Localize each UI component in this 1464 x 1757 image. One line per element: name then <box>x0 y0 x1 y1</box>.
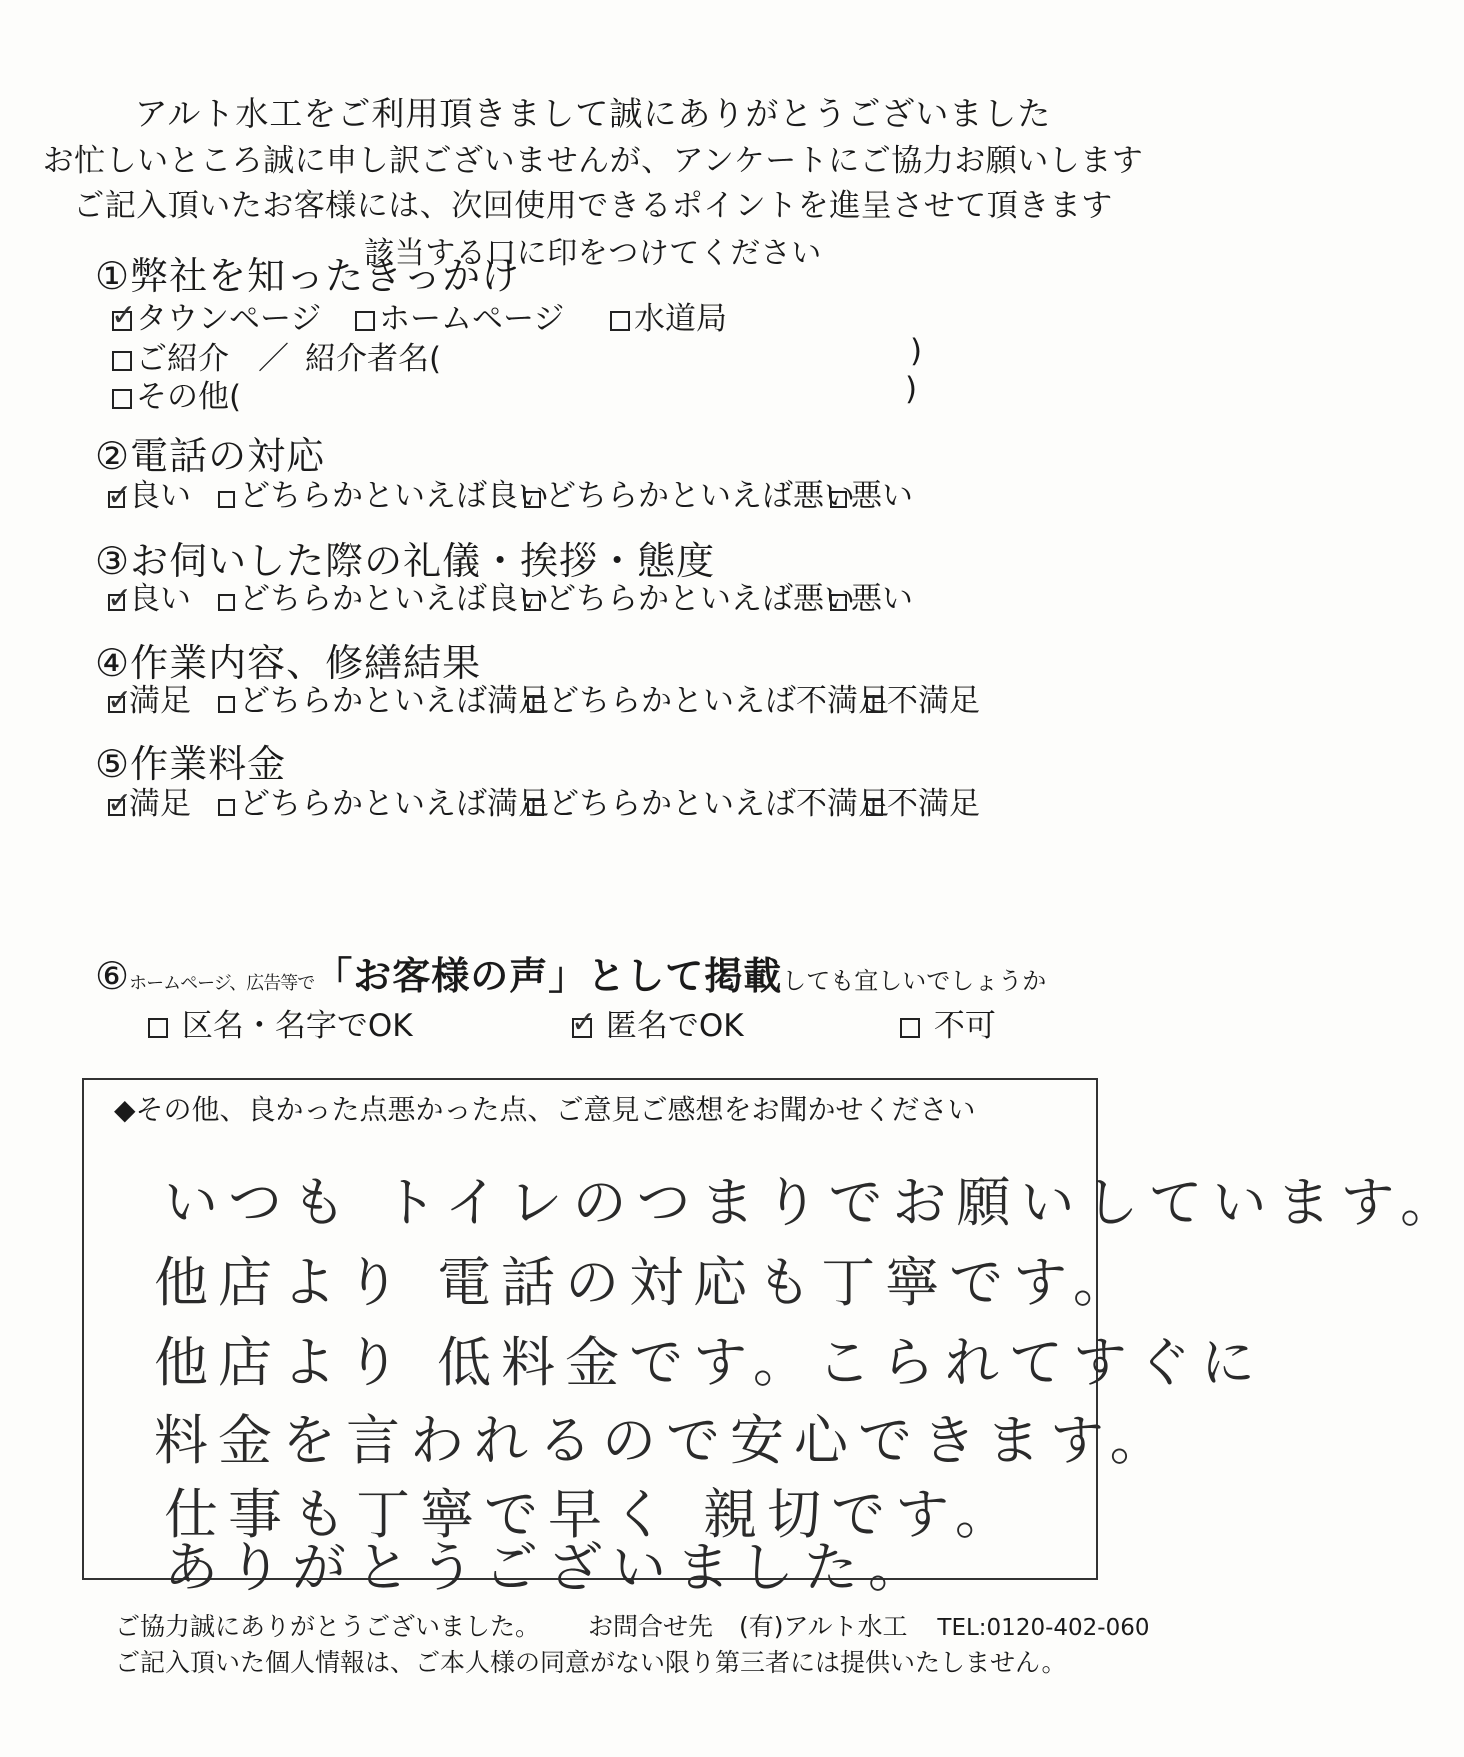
option-label: どちらかといえば満足 <box>239 683 549 719</box>
option-label: どちらかといえば満足 <box>239 786 549 822</box>
checkbox[interactable] <box>218 594 235 611</box>
q3-option-good[interactable] <box>108 573 191 618</box>
q6-emphasis: 「お客様の声」として掲載 <box>314 954 783 998</box>
footer-contact <box>115 1607 1149 1643</box>
option-label: 満足 <box>129 786 191 822</box>
checkbox-checked[interactable]: ✓ <box>107 478 133 513</box>
option-label: ご紹介 <box>136 341 229 377</box>
checkbox[interactable] <box>527 696 544 713</box>
checkbox-checked[interactable]: ✓ <box>107 581 133 616</box>
q1-option-other[interactable] <box>112 371 241 416</box>
checkbox[interactable] <box>112 351 132 371</box>
checkbox[interactable] <box>830 594 847 611</box>
comment-line: 他店より 低料金です。こられてすぐに <box>154 1331 1265 1394</box>
q5-title: ⑤作業料金 <box>95 742 287 786</box>
option-label: 区名・名字でOK <box>181 1008 413 1044</box>
comment-line: 料金を言われるので安心できます。 <box>154 1409 1174 1472</box>
checkbox-checked[interactable]: ✓ <box>107 683 133 718</box>
option-label: どちらかといえば良い <box>239 478 549 514</box>
checkbox[interactable] <box>900 1018 920 1038</box>
q6-suffix: しても宜しいでしょうか <box>782 967 1047 995</box>
q2-title: ②電話の対応 <box>95 434 326 478</box>
option-label: 悪い <box>851 478 913 514</box>
checkbox[interactable] <box>524 594 541 611</box>
comment-line: 仕事も丁寧で早く 親切です。 <box>164 1483 1019 1546</box>
option-label: 不可 <box>933 1008 996 1044</box>
option-label: 良い <box>129 581 191 617</box>
q3-option-fairly-good[interactable] <box>218 573 549 618</box>
option-label: ホームページ <box>379 301 565 337</box>
checkbox[interactable] <box>112 389 132 409</box>
thank-you-heading: アルト水工をご利用頂きまして誠にありがとうございました <box>134 94 1052 133</box>
q6-title <box>95 945 1046 1000</box>
survey-request-text: お忙しいところ誠に申し訳ございませんが、アンケートにご協力お願いします <box>42 143 1144 179</box>
footer-contact-label: お問合せ先 <box>587 1612 713 1641</box>
q4-option-fairly-satisfied[interactable] <box>218 675 549 720</box>
q5-option-fairly-dissatisfied[interactable] <box>527 778 889 823</box>
checkbox[interactable] <box>866 696 883 713</box>
checkbox[interactable] <box>355 311 375 331</box>
referral-separator: ／ <box>258 341 289 377</box>
q6-prefix: ホームページ、広告等で <box>129 973 315 994</box>
checkbox[interactable] <box>218 799 235 816</box>
q5-option-dissatisfied[interactable] <box>866 778 980 823</box>
footer-thanks: ご協力誠にありがとうございました。 <box>115 1612 541 1641</box>
option-label: タウンページ <box>136 301 322 337</box>
q6-number: ⑥ <box>95 954 130 998</box>
q4-option-fairly-dissatisfied[interactable] <box>527 675 889 720</box>
q1-title: ①弊社を知ったきっかけ <box>95 254 521 298</box>
checkbox-checked[interactable]: ✓ <box>111 298 137 333</box>
q2-option-good[interactable] <box>108 470 191 515</box>
option-label: どちらかといえば悪い <box>545 581 855 617</box>
comment-line: 他店より 電話の対応も丁寧です。 <box>154 1251 1137 1314</box>
checkbox[interactable] <box>830 491 847 508</box>
referral-close-paren: ) <box>910 333 923 369</box>
checkbox[interactable] <box>218 491 235 508</box>
option-label: 良い <box>129 478 191 514</box>
q3-option-bad[interactable] <box>830 573 913 618</box>
option-label: 匿名でOK <box>605 1008 744 1044</box>
checkbox[interactable] <box>527 799 544 816</box>
checkbox[interactable] <box>218 696 235 713</box>
option-label: どちらかといえば悪い <box>545 478 855 514</box>
q3-option-fairly-bad[interactable] <box>524 573 855 618</box>
footer-company: (有)アルト水工 <box>738 1612 908 1641</box>
option-label: 不満足 <box>887 683 980 719</box>
checkbox[interactable] <box>524 491 541 508</box>
q1-option-water-bureau[interactable] <box>610 293 727 338</box>
checkbox[interactable] <box>866 799 883 816</box>
checkbox-checked[interactable]: ✓ <box>107 786 133 821</box>
option-label: 悪い <box>851 581 913 617</box>
comment-line: いつも トイレのつまりでお願いしています。 <box>164 1171 1464 1234</box>
instruction-text: 該当する口に印をつけてください <box>364 236 822 271</box>
footer-privacy: ご記入頂いた個人情報は、ご本人様の同意がない限り第三者には提供いたしません。 <box>115 1648 1067 1677</box>
option-label: どちらかといえば不満足 <box>548 683 889 719</box>
option-label: 水道局 <box>634 301 727 337</box>
other-close-paren: ) <box>905 371 918 407</box>
checkbox[interactable] <box>148 1018 168 1038</box>
q6-option-not-allowed[interactable] <box>900 1000 996 1045</box>
q4-option-satisfied[interactable] <box>108 675 191 720</box>
checkbox[interactable] <box>610 311 630 331</box>
points-notice-text: ご記入頂いたお客様には、次回使用できるポイントを進呈させて頂きます <box>73 188 1113 224</box>
referral-name-label: 紹介者名( <box>305 341 442 377</box>
q1-option-homepage[interactable] <box>355 293 564 338</box>
option-label: どちらかといえば良い <box>239 581 549 617</box>
q1-option-townpage[interactable] <box>112 293 321 338</box>
q5-option-fairly-satisfied[interactable] <box>218 778 549 823</box>
q2-option-bad[interactable] <box>830 470 913 515</box>
q2-option-fairly-good[interactable] <box>218 470 549 515</box>
comments-box[interactable] <box>82 1078 1464 1599</box>
option-label: 満足 <box>129 683 191 719</box>
q6-option-name-ok[interactable] <box>148 1000 413 1045</box>
comment-line: ありがとうございました。 <box>164 1536 932 1599</box>
q5-option-satisfied[interactable] <box>108 778 191 823</box>
q3-title: ③お伺いした際の礼儀・挨拶・態度 <box>95 539 716 583</box>
q2-option-fairly-bad[interactable] <box>524 470 855 515</box>
footer-tel: TEL:0120-402-060 <box>937 1615 1150 1641</box>
q6-option-anonymous-ok[interactable] <box>572 1000 744 1045</box>
option-label: その他( <box>136 379 242 415</box>
checkbox-checked[interactable]: ✓ <box>571 1005 597 1040</box>
option-label: どちらかといえば不満足 <box>548 786 889 822</box>
q4-option-dissatisfied[interactable] <box>866 675 980 720</box>
option-label: 不満足 <box>887 786 980 822</box>
q4-title: ④作業内容、修繕結果 <box>95 641 482 685</box>
comments-heading: ◆その他、良かった点悪かった点、ご意見ご感想をお聞かせください <box>114 1093 976 1126</box>
